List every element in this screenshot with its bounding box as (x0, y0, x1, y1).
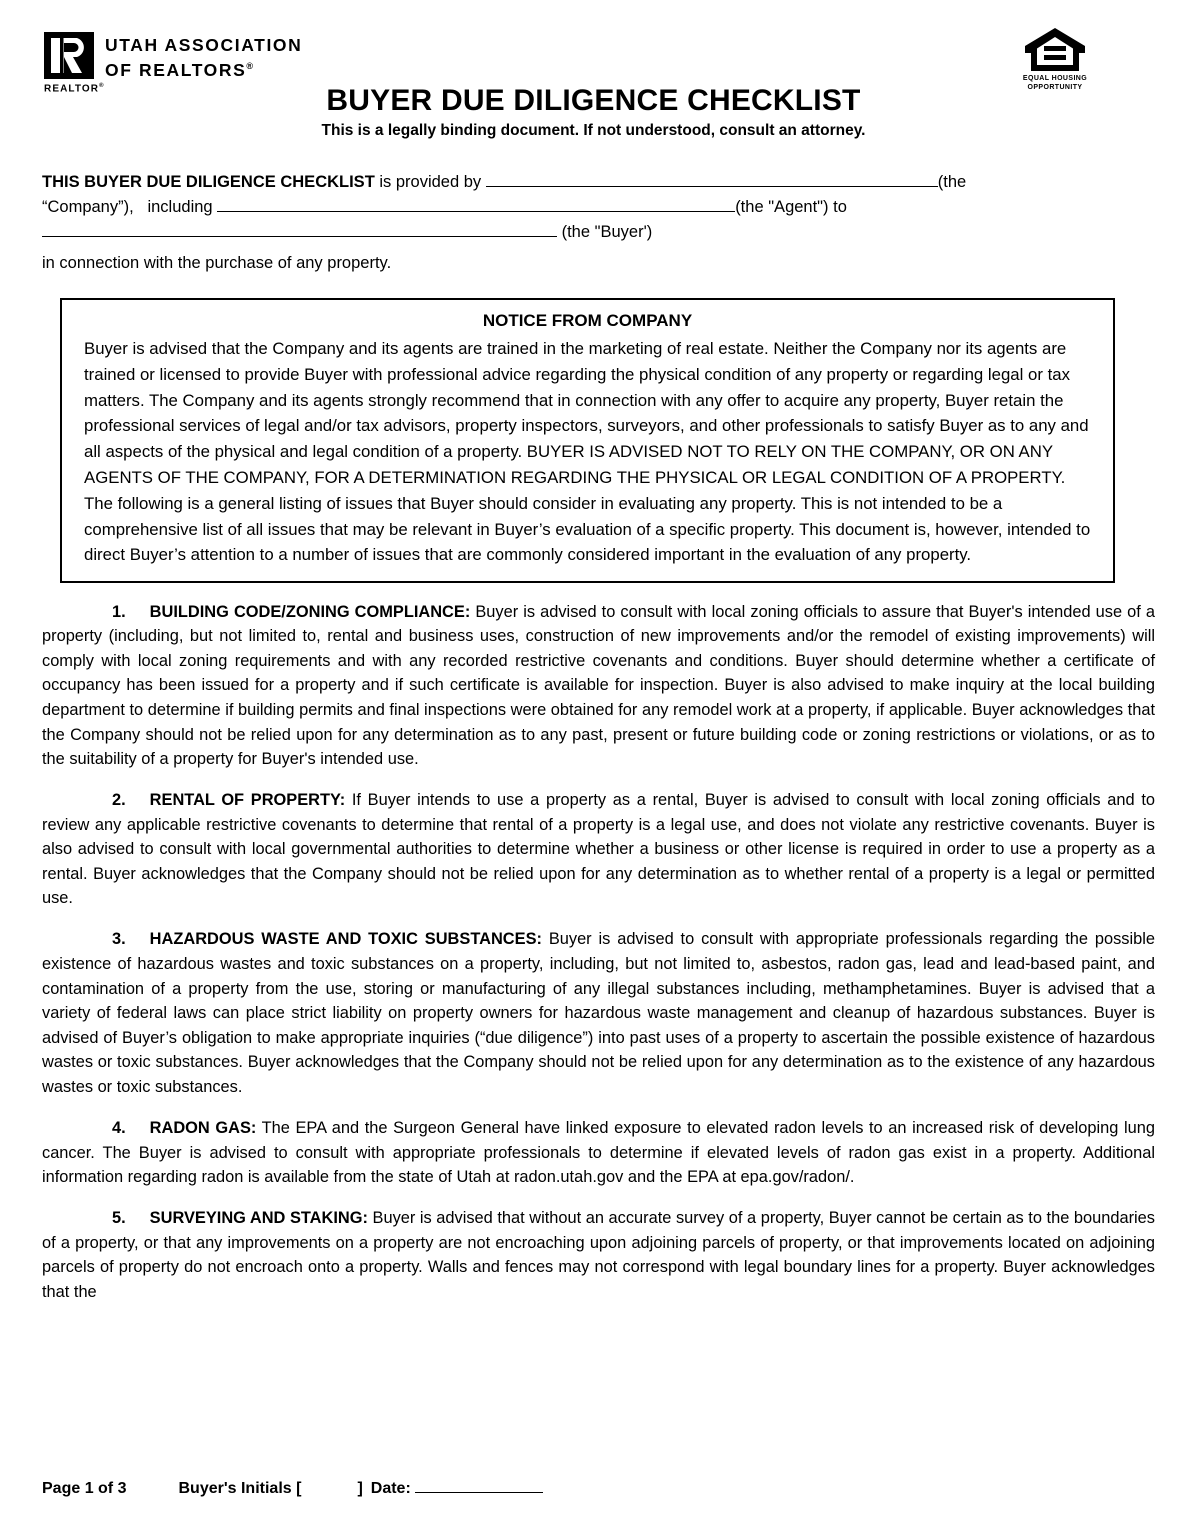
association-name-line2-text: OF REALTORS (105, 59, 247, 80)
intro-lead-bold: THIS BUYER DUE DILIGENCE CHECKLIST (42, 173, 375, 191)
realtor-mark-word-text: REALTOR (44, 83, 100, 95)
page-subtitle: This is a legally binding document. If not understood, consult an attorney. (321, 122, 866, 139)
section-item-4 (42, 1116, 1155, 1190)
page-footer (42, 1477, 543, 1498)
including-label: including (147, 198, 213, 216)
document-header (0, 0, 1187, 150)
section-number-4: 4. (112, 1119, 126, 1138)
notice-from-company-box (60, 298, 1115, 583)
company-blank-field[interactable] (486, 171, 938, 187)
association-name-line2 (105, 56, 302, 81)
section-heading-2: RENTAL OF PROPERTY: (149, 791, 346, 810)
section-item-3 (42, 927, 1155, 1099)
section-heading-3: HAZARDOUS WASTE AND TOXIC SUBSTANCES: (149, 930, 542, 949)
checklist-sections (42, 600, 1155, 1305)
date-label: Date: (370, 1480, 411, 1497)
section-heading-4: RADON GAS: (149, 1119, 257, 1138)
buyers-initials-close: ] (357, 1480, 363, 1497)
association-registered: ® (246, 61, 255, 71)
section-number-3: 3. (112, 930, 126, 949)
eho-caption-line1: EQUAL HOUSING (1022, 75, 1088, 82)
notice-title: NOTICE FROM COMPANY (482, 311, 693, 330)
buyer-blank-field[interactable] (42, 221, 557, 237)
company-label: “Company”), (42, 198, 134, 216)
buyers-initials-label: Buyer's Initials [ (178, 1480, 302, 1497)
intro-paragraph (42, 150, 1155, 276)
agent-blank-field[interactable] (217, 196, 735, 212)
section-number-5: 5. (112, 1209, 126, 1228)
date-blank-field[interactable] (415, 1477, 543, 1493)
intro-line-3 (42, 220, 1155, 245)
intro-after-lead: is provided by (374, 173, 486, 191)
realtor-mark-registered: ® (99, 83, 105, 89)
page-number: Page 1 of 3 (42, 1480, 127, 1497)
section-number-2: 2. (112, 791, 126, 810)
section-body-3: Buyer is advised to consult with appropriate professionals regarding the possible existence of hazardous wastes and toxic substances on a property, including, but not limited to, asbestos, radon gas, lead and lead-based paint, and contamination of a property from the use, storing or manufacturing of any illegal substances including, methamphetamines. Buyer is advised that a variety of federal laws can place strict liability on property owners for hazardous waste management and cleanup of hazardous substances. Buyer is advised of Buyer’s obligation to make appropriate inquiries (“due diligence”) into past uses of a property to ascertain the possible existence of hazardous wastes or toxic substances. Buyer acknowledges that the Company should not be relied upon for any determination as to the existence of any hazardous wastes or toxic substances. (42, 930, 1155, 1097)
notice-body: Buyer is advised that the Company and its agents are trained in the marketing of real estate. Neither the Company nor its agents are trained or licensed to provide Buyer with professional advice regarding the physical condition of any property or regarding legal or tax matters. The Company and its agents strongly recommend that in connection with any offer to acquire any property, Buyer retain the professional services of legal and/or tax advisors, property inspectors, surveyors, and other professionals to satisfy Buyer as to any and all aspects of the physical and legal condition of a property. BUYER IS ADVISED NOT TO RELY ON THE COMPANY, OR ON ANY AGENTS OF THE COMPANY, FOR A DETERMINATION REGARDING THE PHYSICAL OR LEGAL CONDITION OF A PROPERTY. The following is a general listing of issues that Buyer should consider in evaluating any property. This is not intended to be a comprehensive list of all issues that may be relevant in Buyer’s evaluation of a specific property. This document is, however, intended to direct Buyer’s attention to a number of issues that are commonly considered important in the evaluation of any property. (84, 339, 1091, 565)
intro-the-open: (the (937, 173, 967, 191)
section-item-2 (42, 788, 1155, 911)
association-name (105, 35, 302, 81)
section-heading-5: SURVEYING AND STAKING: (149, 1209, 368, 1228)
agent-label: (the "Agent") to (735, 198, 847, 216)
section-item-5 (42, 1206, 1155, 1304)
section-body-2: If Buyer intends to use a property as a rental, Buyer is advised to consult with local zoning officials and to review any applicable restrictive covenants to determine that rental of a property is a legal use, and does not violate any restrictive covenants. Buyer is also advised to consult with local governmental authorities to determine whether a business or other license is required in order to use a property as a rental. Buyer acknowledges that the Company should not be relied upon for any determination as to whether rental of a property is a legal or permitted use. (42, 791, 1155, 908)
association-name-line1: UTAH ASSOCIATION (105, 35, 303, 55)
equal-housing-house-icon (1023, 26, 1087, 74)
section-body-1: Buyer is advised to consult with local zoning officials to assure that Buyer's intended use of a property (including, but not limited to, rental and business uses, construction of new improvements and/or the remodel of existing improvements) will comply with local zoning requirements and with any recorded restrictive covenants and conditions. Buyer should determine whether a certificate of occupancy has been issued for a property and if such certificate is available for inspection. Buyer is also advised to make inquiry at the local building department to determine if building permits and final inspections were obtained for any remodel work at a property, if applicable. Buyer acknowledges that the Company should not be relied upon for any determination as to any past, present or future building code or zoning restrictions or violations, or as to the suitability of a property for Buyer's intended use. (42, 602, 1155, 769)
intro-line-1 (42, 170, 1155, 195)
section-item-1 (42, 600, 1155, 772)
eho-caption-line2: OPPORTUNITY (1027, 83, 1083, 91)
section-body-5: Buyer is advised that without an accurate survey of a property, Buyer cannot be certain as to the boundaries of a property, or that any improvements on a property are not encroaching upon adjoining parcels of property, or that improvements located on adjoining parcels of property do not encroach onto a property. Walls and fences may not correspond with legal boundary lines for a property. Buyer acknowledges that the (42, 1209, 1155, 1301)
intro-closing-line: in connection with the purchase of any property. (42, 254, 392, 272)
realtor-r-icon (44, 32, 94, 79)
page-title: BUYER DUE DILIGENCE CHECKLIST (326, 84, 861, 117)
section-body-4: The EPA and the Surgeon General have linked exposure to elevated radon levels to an increased risk of developing lung cancer. The Buyer is advised to consult with appropriate professionals to determine if elevated levels of radon gas exist in a property. Additional information regarding radon is available from the state of Utah at radon.utah.gov and the EPA at epa.gov/radon/. (42, 1119, 1155, 1187)
section-number-1: 1. (112, 602, 126, 621)
section-heading-1: BUILDING CODE/ZONING COMPLIANCE: (149, 602, 471, 621)
intro-line-2 (42, 195, 1155, 220)
buyer-label: (the "Buyer') (561, 223, 653, 241)
equal-housing-opportunity-logo (1011, 26, 1099, 92)
